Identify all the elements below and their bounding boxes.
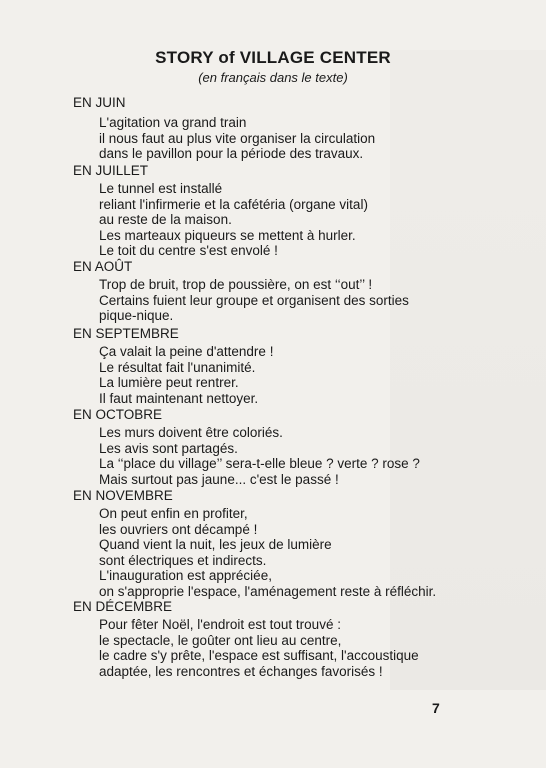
section-text-novembre (99, 506, 436, 599)
text-line: On peut enfin en profiter, (99, 506, 248, 521)
text-line: Certains fuient leur groupe et organisent des sorties (99, 292, 409, 308)
text-line: La ‘‘place du village’’ sera-t-elle bleue ? verte ? rose ? (99, 456, 420, 471)
text-line: L'inauguration est appréciée, (99, 568, 272, 583)
text-line: Quand vient la nuit, les jeux de lumière (99, 537, 332, 552)
text-line: adaptée, les rencontres et échanges favorisés ! (99, 663, 383, 679)
text-line: Les murs doivent être coloriés. (99, 425, 283, 440)
page-title: STORY of VILLAGE CENTER (155, 48, 391, 67)
text-line: Trop de bruit, trop de poussière, on est ‘‘out’’ ! (99, 277, 373, 292)
text-line: les ouvriers ont décampé ! (99, 521, 258, 537)
text-line: il nous faut au plus vite organiser la circulation (99, 130, 376, 146)
section-text-octobre (99, 425, 420, 487)
section-text-decembre (99, 617, 419, 679)
text-line: La lumière peut rentrer. (99, 375, 239, 390)
text-line: L'agitation va grand train (99, 115, 247, 130)
text-line: dans le pavillon pour la période des travaux. (99, 146, 364, 161)
text-line: Le tunnel est installé (99, 181, 223, 196)
text-line: sont électriques et indirects. (99, 552, 267, 568)
text-line: Le toit du centre s'est envolé ! (99, 243, 278, 258)
month-heading-octobre: EN OCTOBRE (73, 407, 163, 422)
page-subtitle: (en français dans le texte) (198, 70, 348, 85)
text-line: Pour fêter Noël, l'endroit est tout trouvé : (99, 617, 341, 632)
text-line: Le résultat fait l'unanimité. (99, 359, 256, 375)
text-line: le spectacle, le goûter ont lieu au centre, (99, 632, 342, 648)
text-line: Mais surtout pas jaune... c'est le passé ! (99, 471, 339, 487)
text-line: Les marteaux piqueurs se mettent à hurler. (99, 227, 356, 243)
section-text-septembre (99, 344, 273, 406)
month-heading-septembre: EN SEPTEMBRE (73, 326, 179, 341)
month-heading-juin: EN JUIN (73, 95, 126, 110)
month-heading-aout: EN AOÛT (73, 259, 133, 274)
section-text-juin (99, 115, 375, 162)
text-line: le cadre s'y prête, l'espace est suffisant, l'accoustique (99, 648, 419, 663)
page-number: 7 (432, 700, 440, 716)
text-line: Ça valait la peine d'attendre ! (99, 344, 274, 359)
text-line: Il faut maintenant nettoyer. (99, 390, 259, 406)
month-heading-novembre: EN NOVEMBRE (73, 488, 173, 503)
section-text-aout (99, 277, 409, 324)
text-line: pique-nique. (99, 308, 174, 323)
text-line: au reste de la maison. (99, 212, 232, 227)
text-line: on s'approprie l'espace, l'aménagement reste à réfléchir. (99, 583, 437, 599)
text-line: reliant l'infirmerie et la cafétéria (organe vital) (99, 196, 368, 212)
section-text-juillet (99, 181, 368, 259)
month-heading-juillet: EN JUILLET (73, 163, 149, 178)
month-heading-decembre: EN DÉCEMBRE (73, 599, 173, 614)
text-line: Les avis sont partagés. (99, 440, 238, 456)
